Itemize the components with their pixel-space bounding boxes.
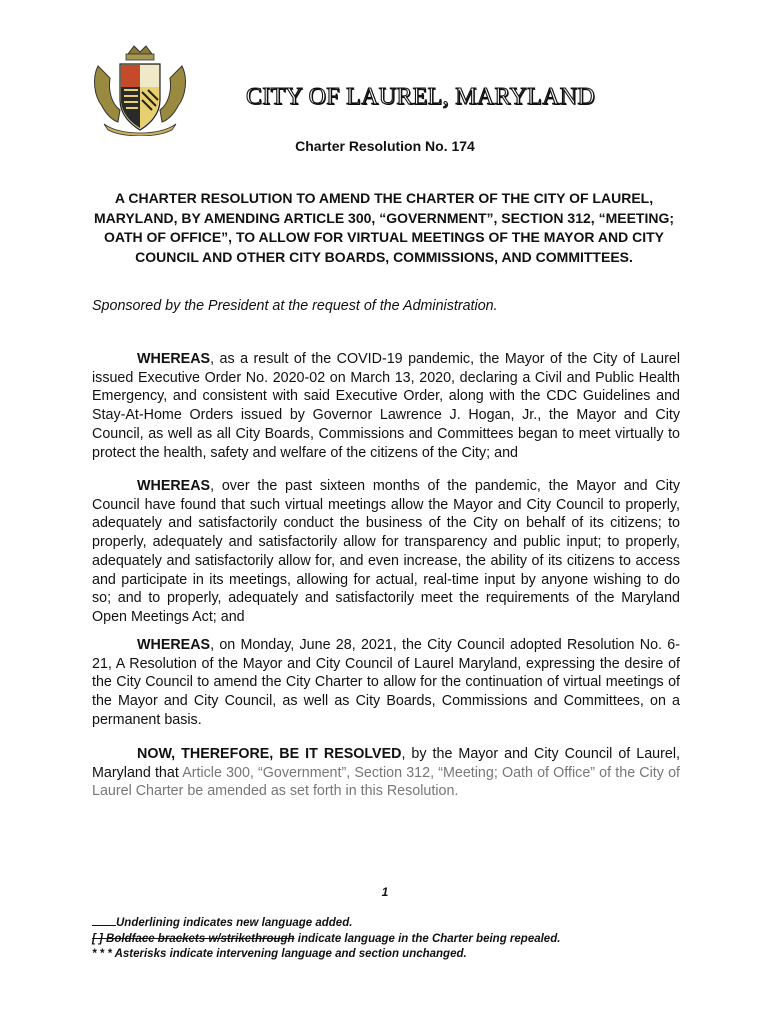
paragraph-text: , by the Mayor and City Council of Laurel, Maryland that: [92, 746, 680, 781]
footnote-asterisks: * * * Asterisks indicate intervening language and section unchanged.: [92, 948, 467, 960]
paragraph-lead: WHEREAS: [137, 351, 211, 367]
amended-reference-text: Article 300, “Government”, Section 312, “Meeting; Oath of Office” of the City of Laurel Charter be amended as set forth in this Resolution.: [92, 764, 680, 800]
resolved-paragraph: [92, 745, 680, 801]
resolution-number: Charter Resolution No. 174: [295, 138, 475, 154]
paragraph-lead: NOW, THEREFORE, BE IT RESOLVED: [137, 746, 402, 762]
footnote-underline: Underlining indicates new language added.: [92, 914, 560, 932]
footnote-strikethrough: [ ] Boldface brackets w/strikethrough indicate language in the Charter being repealed.: [92, 932, 561, 945]
paragraph-lead: WHEREAS: [137, 478, 211, 494]
page-number: 1: [381, 885, 389, 899]
whereas-paragraph-2: [92, 477, 680, 627]
paragraph-text: , over the past sixteen months of the pandemic, the Mayor and City Council have found that such virtual meetings allow the Mayor and City Council to properly, adequately and satisfactorily conduct the business of the City on behalf of its citizens; to properly, adequately and satisfactorily allow for transparency and public input; to properly, adequately and satisfactorily allow for, and even increase, the ability of its citizens to access and participate in its meetings, allowing for actual, real-time input by anyone wishing to do so; and to properly, adequately and satisfactorily meet the requirements of the Maryland Open Meetings Act; and: [92, 478, 680, 625]
whereas-paragraph-1: [92, 350, 680, 462]
whereas-paragraph-3: [92, 636, 680, 730]
paragraph-text: , on Monday, June 28, 2021, the City Council adopted Resolution No. 6-21, A Resolution of the Mayor and City Council of Laurel Maryland, expressing the desire of the City Council to amend the City Charter to allow for the continuation of virtual meetings of the Mayor and City Council, as well as City Boards, Commissions and Committees, on a permanent basis.: [92, 637, 680, 728]
paragraph-text: , as a result of the COVID-19 pandemic, the Mayor of the City of Laurel issued Executive Order No. 2020-02 on March 13, 2020, declaring a Civil and Public Health Emergency, and consistent with said Executive Order, along with the CDC Guidelines and Stay-At-Home Orders issued by Governor Lawrence J. Hogan, Jr., the Mayor and City Council, as well as all City Boards, Commissions and Committees began to meet virtually to protect the health, safety and welfare of the citizens of the City; and: [92, 351, 680, 461]
city-title: CITY OF LAUREL, MARYLAND: [246, 84, 595, 110]
sponsor-line: Sponsored by the President at the request of the Administration.: [92, 298, 498, 314]
paragraph-lead: WHEREAS: [137, 637, 211, 653]
footnotes: [92, 914, 560, 963]
resolution-heading: A CHARTER RESOLUTION TO AMEND THE CHARTER OF THE CITY OF LAUREL, MARYLAND, BY AMENDING ARTICLE 300, “GOVERNMENT”, SECTION 312, “MEETING; OATH OF OFFICE”, TO ALLOW FOR VIRTUAL MEETINGS OF THE MAYOR AND CITY COUNCIL AND OTHER CITY BOARDS, COMMISSIONS, AND COMMITTEES.: [93, 190, 675, 265]
city-seal-icon: [90, 44, 190, 136]
